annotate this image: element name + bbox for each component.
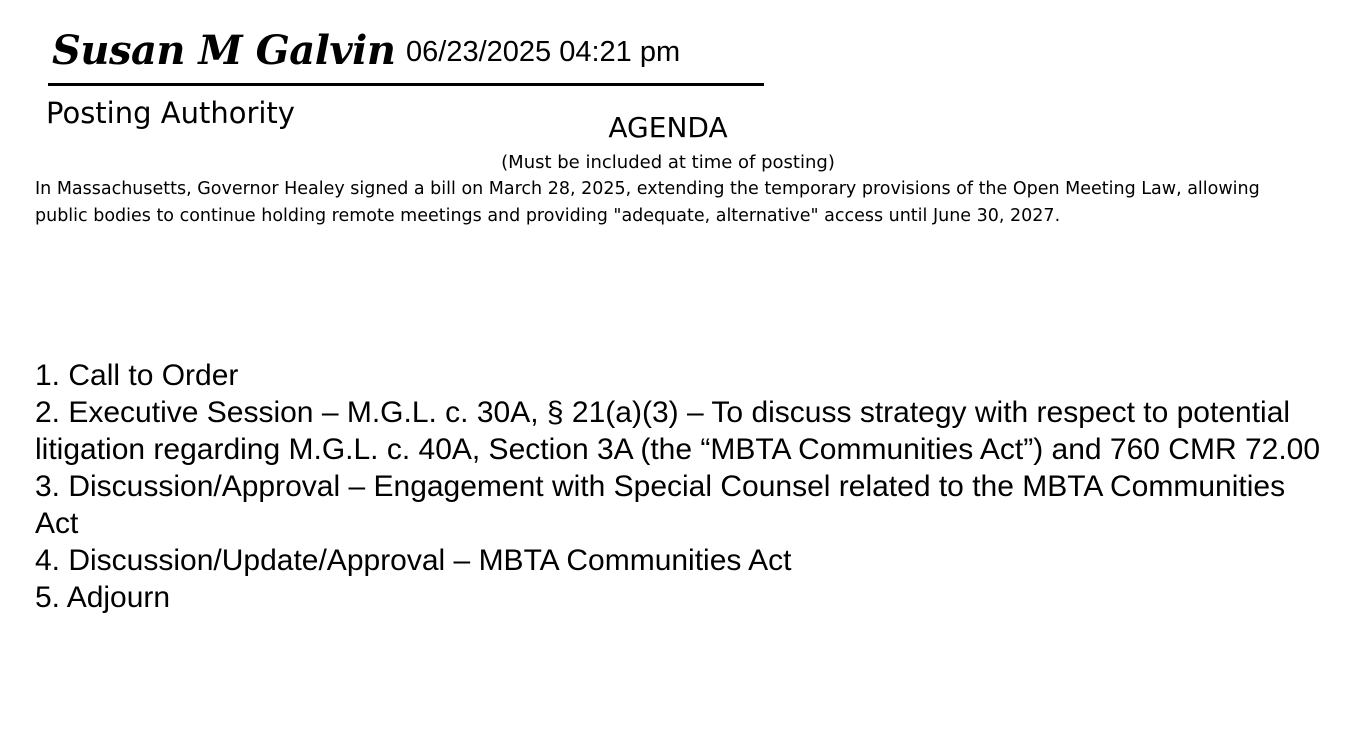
signature-line [48, 83, 764, 86]
posting-authority-label: Posting Authority [46, 96, 295, 130]
open-meeting-law-notice: In Massachusetts, Governor Healey signed a bill on March 28, 2025, extending the temporary provisions of the Open Meeting Law, allowing public bodies to continue holding remote meetings and providing "adequate, alternative" access until June 30, 2027. [35, 179, 1260, 226]
signature-block [48, 22, 764, 88]
agenda-list [35, 357, 1335, 616]
agenda-item-mbta-update: 4. Discussion/Update/Approval – MBTA Communities Act [35, 544, 792, 577]
agenda-item-call-to-order: 1. Call to Order [35, 359, 239, 392]
page-subtitle: (Must be included at time of posting) [501, 152, 835, 173]
page-title: AGENDA [608, 111, 728, 144]
posting-timestamp: 06/23/2025 04:21 pm [406, 36, 681, 68]
agenda-item-executive-session: 2. Executive Session – M.G.L. c. 30A, § 21(a)(3) – To discuss strategy with respect to potential litigation regarding M.G.L. c. 40A, Section 3A (the “MBTA Communities Act”) and 760 CMR 72.00 [35, 396, 1321, 466]
agenda-item-special-counsel: 3. Discussion/Approval – Engagement with Special Counsel related to the MBTA Communities Act [35, 470, 1286, 540]
agenda-item-adjourn: 5. Adjourn [35, 581, 171, 614]
posting-authority-signature: Susan M Galvin [52, 27, 396, 74]
